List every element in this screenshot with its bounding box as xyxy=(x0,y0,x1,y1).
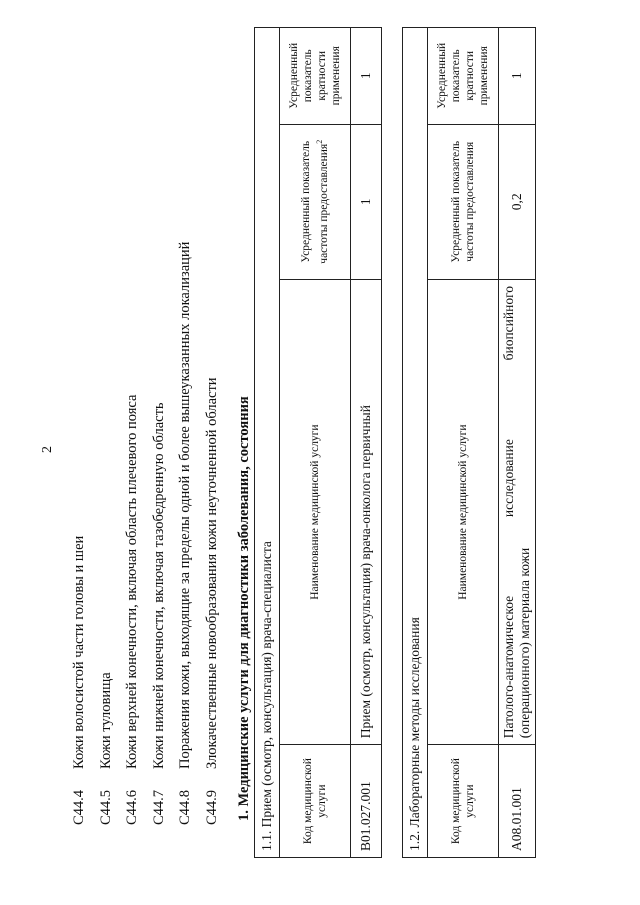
consultation-table xyxy=(254,27,382,858)
diagnosis-code: C44.9 xyxy=(203,789,220,825)
cell-multiplicity: 1 xyxy=(351,28,382,125)
header-frequency xyxy=(280,124,351,279)
table-header-row xyxy=(280,28,351,858)
header-multiplicity: Усредненный показатель кратности применения xyxy=(428,28,499,125)
header-frequency-text: Усредненный показатель частоты предоставления xyxy=(300,140,330,264)
header-name: Наименование медицинской услуги xyxy=(428,279,499,744)
diagnosis-text: Кожи туловища xyxy=(97,672,114,769)
list-item xyxy=(172,242,199,825)
diagnosis-code: C44.6 xyxy=(124,789,140,825)
cell-name-line: Патолого-анатомическое исследование биопсийного xyxy=(501,285,516,739)
diagnosis-text: Злокачественные новообразования кожи неуточненной области xyxy=(203,377,220,769)
diagnosis-code: C44.5 xyxy=(97,789,114,825)
cell-name xyxy=(499,279,536,744)
section-title: 1. Медицинские услуги для диагностики заболевания, состояния xyxy=(236,396,252,821)
diagnosis-code: C44.4 xyxy=(71,789,87,825)
list-item xyxy=(93,242,120,825)
list-item xyxy=(119,242,146,825)
table-row xyxy=(499,28,536,858)
laboratory-table xyxy=(402,27,536,858)
diagnosis-text: Кожи нижней конечности, включая тазобедренную область xyxy=(150,402,167,769)
cell-code: A08.01.001 xyxy=(499,745,536,858)
table-row xyxy=(351,28,382,858)
table-caption: 1.2. Лабораторные методы исследования xyxy=(403,28,428,858)
footnote-mark: 2 xyxy=(315,139,325,144)
list-item xyxy=(146,242,173,825)
header-frequency: Усредненный показатель частоты предоставления xyxy=(428,124,499,279)
diagnosis-text: Кожи волосистой части головы и шеи xyxy=(71,535,87,769)
header-code: Код медицинской услуги xyxy=(280,745,351,858)
table-caption: 1.1. Прием (осмотр, консультация) врача-специалиста xyxy=(255,28,280,858)
table-header-row xyxy=(428,28,499,858)
header-multiplicity: Усредненный показатель кратности применения xyxy=(280,28,351,125)
page-number: 2 xyxy=(40,446,55,453)
diagnosis-code: C44.8 xyxy=(177,789,193,825)
header-name: Наименование медицинской услуги xyxy=(280,279,351,744)
diagnosis-code-list xyxy=(66,242,225,825)
cell-multiplicity: 1 xyxy=(499,28,536,125)
list-item xyxy=(66,242,93,825)
diagnosis-text: Кожи верхней конечности, включая область плечевого пояса xyxy=(124,394,140,769)
cell-frequency: 1 xyxy=(351,124,382,279)
diagnosis-code: C44.7 xyxy=(150,789,167,825)
list-item xyxy=(199,242,226,825)
diagnosis-text: Поражения кожи, выходящие за пределы одной и более вышеуказанных локализаций xyxy=(177,241,193,769)
cell-name-line: (операционного) материала кожи xyxy=(517,547,532,739)
cell-name: Прием (осмотр, консультация) врача-онколога первичный xyxy=(351,279,382,744)
cell-code: B01.027.001 xyxy=(351,745,382,858)
header-code: Код медицинской услуги xyxy=(428,745,499,858)
cell-frequency: 0,2 xyxy=(499,124,536,279)
